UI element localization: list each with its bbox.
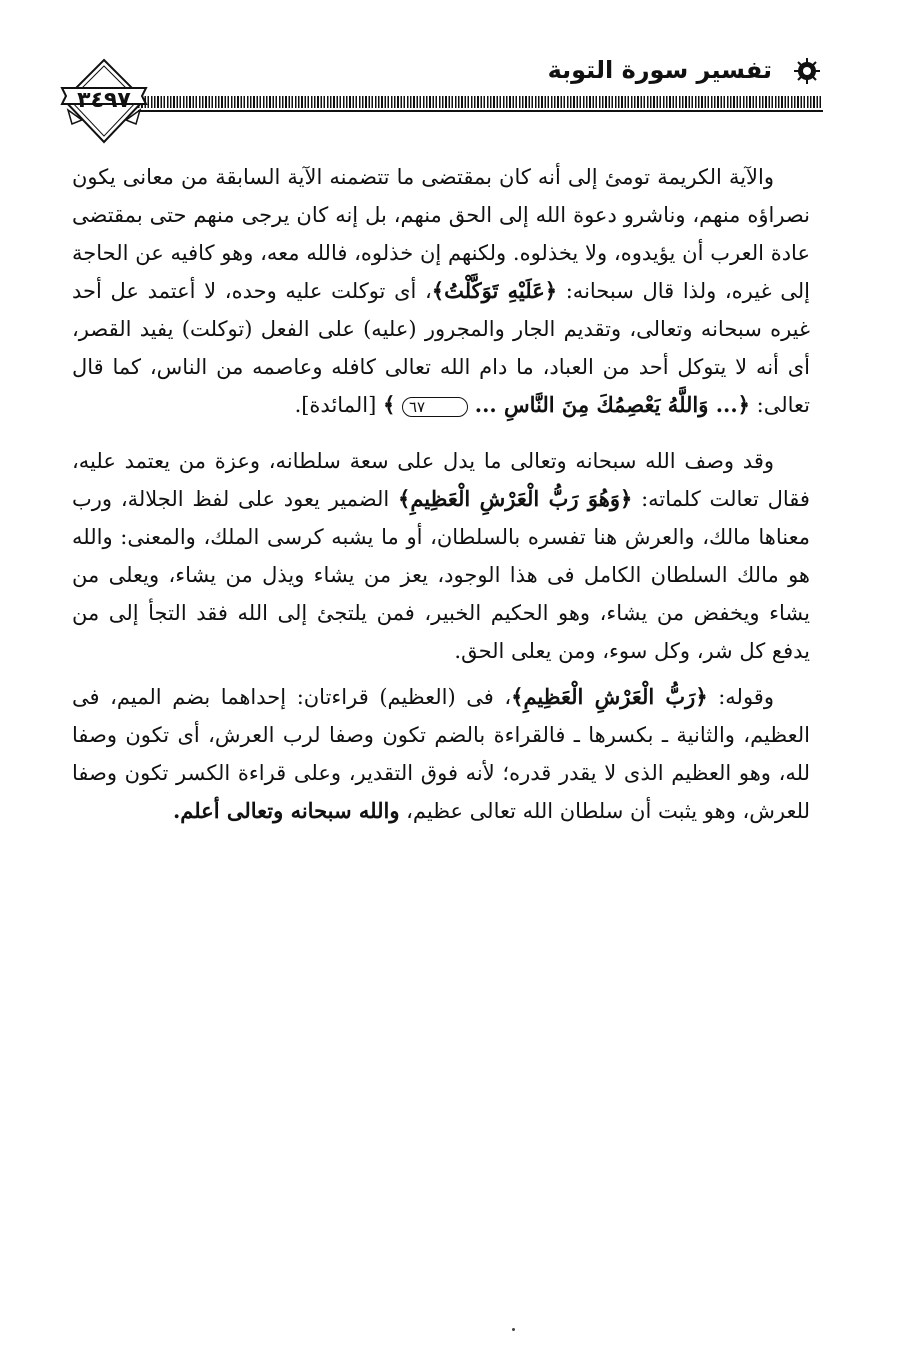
verse-number-badge: ٦٧ [402,397,468,417]
quran-quote: ﴿... وَاللَّهُ يَعْصِمُكَ مِنَ النَّاسِ ... [474,392,750,417]
quran-quote: ﴿رَبُّ الْعَرْشِ الْعَظِيمِ﴾ [511,684,708,709]
paragraph-text: وقوله: [718,685,774,709]
quran-quote: ﴿عَلَيْهِ تَوَكَّلْتُ﴾ [431,278,558,303]
paragraph-text: وقد وصف الله سبحانه وتعالى ما يدل على سعة سلطانه، وعزة من يعتمد عليه، فقال تعالت كلماته: [72,449,810,511]
quran-quote: ﴿وَهُوَ رَبُّ الْعَرْشِ الْعَظِيمِ﴾ [398,486,633,511]
paragraph-3 [72,678,810,830]
paragraph-text: والآية الكريمة تومئ إلى أنه كان بمقتضى ما تتضمنه الآية السابقة من معانى يكون نصراؤه منهم، وناشرو دعوة الله إلى الحق منهم، بل إنه كان يرجى منهم حتى بمقتضى عادة العرب أن يؤيدوه، ولا يخذلوه. ولكنهم إن خذلوه، فالله معه، وهو كافيه عن الحاجة إلى غيره، ولذا قال سبحانه: [72,165,810,303]
surah-reference: [المائدة]. [294,393,377,417]
paragraph-1 [72,158,810,424]
paragraph-text: الضمير يعود على لفظ الجلالة، ورب معناها مالك، والعرش هنا تفسره بالسلطان، أو ما يشبه كرسى الملك، والمعنى: والله هو مالك السلطان الكامل فى هذا الوجود، يعز من يشاء ويذل من يشاء، ويعلى من يشاء ويخفض من يشاء، وهو الحكيم الخبير، فمن يلتجئ إلى الله فقد التجأ إلى من يدفع كل شر، وكل سوء، ومن يعلى الحق. [72,487,810,663]
paragraph-text: ، أى توكلت عليه وحده، لا أعتمد عل أحد غيره سبحانه وتعالى، وتقديم الجار والمجرور (عليه) على الفعل (توكلت) يفيد القصر، أى أنه لا يتوكل أحد من العباد، ما دام الله تعالى كافله وعاصمه من الناس، كما قال تعالى: [72,279,810,417]
running-title: تفسير سورة التوبة [547,56,772,84]
page-number: ٣٤٩٧ [77,88,131,113]
quran-quote-close: ﴾ [382,392,396,417]
header-rule-band [138,96,823,108]
header-rule-line [138,110,823,112]
paragraph-2 [72,442,810,670]
scan-speck [512,1328,515,1331]
page-header [0,0,917,160]
closing-phrase: والله سبحانه وتعالى أعلم. [172,798,400,823]
paragraph-text: ، فى (العظيم) قراءتان: إحداهما بضم الميم، فى العظيم، والثانية ـ بكسرها ـ فالقراءة بالضم تكون وصفا لرب العرش، أى تكون وصفا لله، وهو العظيم الذى لا يقدر قدره؛ لأنه فوق التقدير، وعلى قراءة الكسر تكون وصفا للعرش، وهو يثبت أن سلطان الله تعالى عظيم، [72,685,810,823]
body-text [72,158,810,830]
flower-ornament-icon [793,58,821,84]
